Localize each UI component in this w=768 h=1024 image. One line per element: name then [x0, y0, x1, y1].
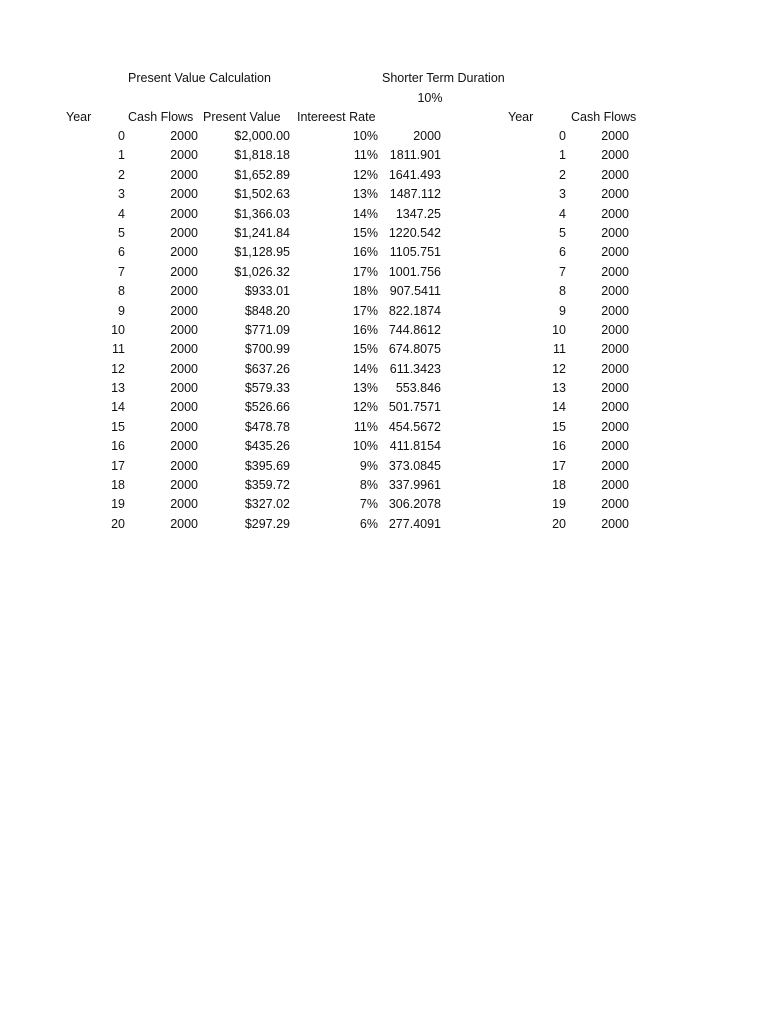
cash-flow-2-cell: 2000: [601, 187, 629, 202]
year-cell: 4: [118, 206, 125, 221]
interest-rate-cell: 10%: [352, 129, 378, 143]
cash-flow-cell: 2000: [170, 516, 198, 531]
year-cell: 11: [112, 342, 125, 357]
table-row: [0, 321, 768, 340]
present-value-cell: $478.78: [244, 419, 290, 434]
year-2-cell: 20: [552, 516, 566, 531]
interest-rate-cell: 12%: [352, 400, 378, 415]
table-row: [0, 243, 768, 262]
year-2-cell: 0: [559, 129, 566, 143]
cash-flow-2-cell: 2000: [601, 225, 629, 240]
discounted-value-cell: 907.5411: [389, 284, 441, 299]
header-year: Year: [66, 110, 92, 124]
cash-flow-2-cell: 2000: [601, 303, 629, 318]
table-row: [0, 476, 768, 495]
discounted-value-cell: 411.8154: [389, 439, 441, 454]
interest-rate-cell: 16%: [352, 245, 378, 260]
discounted-value-cell: 611.3423: [389, 361, 441, 376]
year-2-cell: 4: [559, 206, 566, 221]
year-2-cell: 3: [559, 187, 566, 202]
discounted-value-cell: 744.8612: [388, 322, 441, 337]
discounted-value-cell: 674.8075: [388, 342, 441, 357]
year-2-cell: 19: [552, 497, 566, 512]
year-2-cell: 2: [559, 167, 566, 182]
discounted-value-cell: 501.7571: [388, 400, 441, 415]
cash-flow-cell: 2000: [170, 264, 198, 279]
year-2-cell: 17: [552, 458, 566, 473]
year-cell: 7: [118, 264, 125, 279]
cash-flow-cell: 2000: [170, 284, 198, 299]
interest-rate-cell: 8%: [359, 478, 378, 493]
interest-rate-cell: 14%: [352, 361, 378, 376]
present-value-cell: $1,652.89: [234, 167, 290, 182]
cash-flow-cell: 2000: [170, 478, 198, 493]
cash-flow-2-cell: 2000: [601, 322, 629, 337]
table-row: [0, 224, 768, 243]
present-value-cell: $435.26: [244, 439, 290, 454]
year-cell: 18: [111, 478, 125, 493]
discounted-value-cell: 1001.756: [388, 264, 441, 279]
year-2-cell: 1: [559, 148, 566, 163]
interest-rate-cell: 17%: [352, 303, 378, 318]
cash-flow-cell: 2000: [170, 129, 198, 143]
present-value-cell: $579.33: [244, 381, 290, 396]
year-2-cell: 9: [559, 303, 566, 318]
interest-rate-cell: 15%: [352, 225, 378, 240]
cash-flow-cell: 2000: [170, 381, 198, 396]
interest-rate-cell: 12%: [352, 167, 378, 182]
discounted-value-cell: 553.846: [395, 381, 441, 396]
header-interest-rate: Intereest Rate: [297, 110, 376, 124]
cash-flow-cell: 2000: [170, 148, 198, 163]
header-cash-flows: Cash Flows: [128, 110, 194, 124]
year-cell: 19: [111, 497, 125, 512]
table-row: [0, 340, 768, 359]
table-row: [0, 146, 768, 165]
table-row: [0, 360, 768, 379]
table-row: [0, 302, 768, 321]
present-value-cell: $848.20: [244, 303, 290, 318]
table-row: [0, 379, 768, 398]
cash-flow-cell: 2000: [170, 342, 198, 357]
cash-flow-cell: 2000: [170, 439, 198, 454]
year-cell: 2: [118, 167, 125, 182]
cash-flow-2-cell: 2000: [601, 478, 629, 493]
cash-flow-2-cell: 2000: [601, 361, 629, 376]
cash-flow-2-cell: 2000: [601, 439, 629, 454]
interest-rate-cell: 17%: [352, 264, 378, 279]
cash-flow-cell: 2000: [170, 458, 198, 473]
cash-flow-2-cell: 2000: [601, 206, 629, 221]
year-2-cell: 6: [559, 245, 566, 260]
year-cell: 17: [111, 458, 125, 473]
cash-flow-cell: 2000: [170, 245, 198, 260]
year-2-cell: 5: [559, 225, 566, 240]
table-row: [0, 437, 768, 456]
interest-rate-cell: 11%: [353, 148, 378, 163]
interest-rate-cell: 9%: [359, 458, 378, 473]
interest-rate-cell: 6%: [359, 516, 378, 531]
year-2-cell: 7: [559, 264, 566, 279]
year-cell: 16: [111, 439, 125, 454]
rate-value: 10%: [417, 91, 443, 105]
cash-flow-2-cell: 2000: [601, 419, 629, 434]
year-cell: 14: [111, 400, 125, 415]
year-2-cell: 15: [552, 419, 566, 434]
year-2-cell: 14: [552, 400, 566, 415]
cash-flow-2-cell: 2000: [601, 148, 629, 163]
discounted-value-cell: 1811.901: [389, 148, 441, 163]
present-value-cell: $526.66: [244, 400, 290, 415]
interest-rate-cell: 13%: [352, 187, 378, 202]
discounted-value-cell: 1347.25: [395, 206, 441, 221]
present-value-cell: $933.01: [244, 284, 290, 299]
discounted-value-cell: 822.1874: [388, 303, 441, 318]
cash-flow-cell: 2000: [170, 167, 198, 182]
header-present-value: Present Value: [203, 110, 281, 124]
year-2-cell: 11: [553, 342, 566, 357]
interest-rate-cell: 18%: [352, 284, 378, 299]
cash-flow-2-cell: 2000: [601, 381, 629, 396]
discounted-value-cell: 1641.493: [388, 167, 441, 182]
discounted-value-cell: 1105.751: [389, 245, 441, 260]
cash-flow-2-cell: 2000: [601, 129, 629, 143]
year-cell: 12: [111, 361, 125, 376]
discounted-value-cell: 337.9961: [388, 478, 441, 493]
interest-rate-cell: 14%: [352, 206, 378, 221]
year-2-cell: 12: [552, 361, 566, 376]
header-year-2: Year: [508, 110, 534, 124]
table-row: [0, 127, 768, 146]
present-value-cell: $1,241.84: [234, 225, 290, 240]
cash-flow-2-cell: 2000: [601, 458, 629, 473]
cash-flow-2-cell: 2000: [601, 516, 629, 531]
discounted-value-cell: 306.2078: [388, 497, 441, 512]
year-2-cell: 16: [552, 439, 566, 454]
year-cell: 3: [118, 187, 125, 202]
present-value-cell: $1,818.18: [234, 148, 290, 163]
year-cell: 6: [118, 245, 125, 260]
interest-rate-cell: 11%: [353, 419, 378, 434]
table-row: [0, 263, 768, 282]
year-cell: 8: [118, 284, 125, 299]
table-row: [0, 457, 768, 476]
table-row: [0, 282, 768, 301]
year-2-cell: 18: [552, 478, 566, 493]
discounted-value-cell: 277.4091: [388, 516, 441, 531]
discounted-value-cell: 373.0845: [388, 458, 441, 473]
present-value-cell: $700.99: [244, 342, 290, 357]
discounted-value-cell: 2000: [413, 129, 441, 143]
cash-flow-2-cell: 2000: [601, 284, 629, 299]
present-value-cell: $327.02: [244, 497, 290, 512]
cash-flow-cell: 2000: [170, 225, 198, 240]
cash-flow-2-cell: 2000: [601, 245, 629, 260]
discounted-value-cell: 1487.112: [389, 187, 441, 202]
year-cell: 9: [118, 303, 125, 318]
year-2-cell: 10: [552, 322, 566, 337]
present-value-cell: $1,502.63: [234, 187, 290, 202]
present-value-title: Present Value Calculation: [128, 71, 271, 85]
cash-flow-cell: 2000: [170, 322, 198, 337]
year-cell: 0: [118, 129, 125, 143]
interest-rate-cell: 15%: [352, 342, 378, 357]
data-rows: [0, 127, 768, 534]
table-row: [0, 515, 768, 534]
table-row: [0, 205, 768, 224]
interest-rate-cell: 10%: [352, 439, 378, 454]
interest-rate-cell: 13%: [352, 381, 378, 396]
cash-flow-2-cell: 2000: [601, 264, 629, 279]
year-cell: 5: [118, 225, 125, 240]
interest-rate-cell: 7%: [359, 497, 378, 512]
table-row: [0, 418, 768, 437]
header-cash-flows-2: Cash Flows: [571, 110, 637, 124]
cash-flow-cell: 2000: [170, 206, 198, 221]
year-cell: 15: [111, 419, 125, 434]
cash-flow-cell: 2000: [170, 419, 198, 434]
year-cell: 10: [111, 322, 125, 337]
present-value-cell: $771.09: [244, 322, 290, 337]
cash-flow-cell: 2000: [170, 400, 198, 415]
table-row: [0, 166, 768, 185]
table-row: [0, 185, 768, 204]
year-2-cell: 13: [552, 381, 566, 396]
table-row: [0, 398, 768, 417]
present-value-cell: $297.29: [244, 516, 290, 531]
table-row: [0, 495, 768, 514]
year-cell: 1: [118, 148, 125, 163]
present-value-cell: $1,128.95: [234, 245, 290, 260]
present-value-cell: $395.69: [244, 458, 290, 473]
cash-flow-cell: 2000: [170, 303, 198, 318]
cash-flow-cell: 2000: [170, 361, 198, 376]
present-value-cell: $1,366.03: [234, 206, 290, 221]
year-2-cell: 8: [559, 284, 566, 299]
year-cell: 13: [111, 381, 125, 396]
year-cell: 20: [111, 516, 125, 531]
present-value-cell: $1,026.32: [234, 264, 290, 279]
discounted-value-cell: 454.5672: [388, 419, 441, 434]
cash-flow-2-cell: 2000: [601, 167, 629, 182]
cash-flow-2-cell: 2000: [601, 497, 629, 512]
shorter-term-title: Shorter Term Duration: [382, 71, 505, 85]
discounted-value-cell: 1220.542: [388, 225, 441, 240]
interest-rate-cell: 16%: [352, 322, 378, 337]
cash-flow-2-cell: 2000: [601, 400, 629, 415]
cash-flow-cell: 2000: [170, 497, 198, 512]
present-value-cell: $637.26: [244, 361, 290, 376]
cash-flow-cell: 2000: [170, 187, 198, 202]
present-value-cell: $359.72: [244, 478, 290, 493]
present-value-cell: $2,000.00: [234, 129, 290, 143]
cash-flow-2-cell: 2000: [601, 342, 629, 357]
